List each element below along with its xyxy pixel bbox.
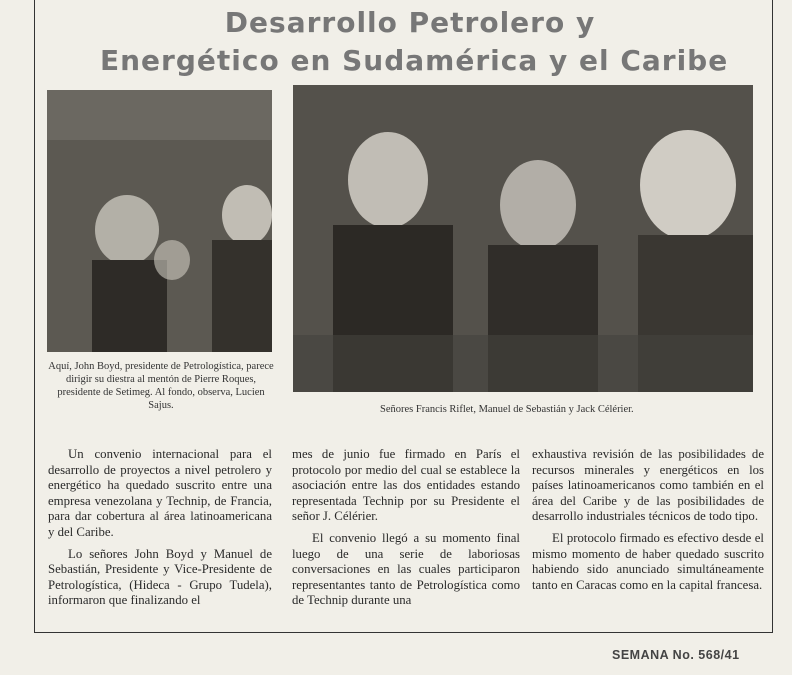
article-column-1: [48, 447, 272, 615]
paragraph: Un convenio internacional para el desarrollo de proyectos a nivel petrolero y energético ha quedado suscrito entre una empresa venezolana y Technip, de Francia, para dar cobertura al área latinoamericana y del Caribe.: [48, 447, 272, 539]
paragraph: mes de junio fue firmado en París el protocolo por medio del cual se establece la asociación entre las dos entidades estando representada Technip por su Presidente el señor J. Célérier.: [292, 447, 520, 524]
photo-left-caption: Aquí, John Boyd, presidente de Petrologística, parece dirigir su diestra al mentón de Pierre Roques, presidente de Setimeg. Al fondo, observa, Lucien Sajus.: [48, 361, 274, 411]
paragraph: El protocolo firmado es efectivo desde el mismo momento de haber quedado suscrito habiendo sido anunciado simultáneamente tanto en Caracas como en la capital francesa.: [532, 530, 764, 592]
photo-right-image: [293, 85, 753, 392]
paragraph: exhaustiva revisión de las posibilidades de recursos minerales y energéticos en los países latinoamericanos como también en el área del Caribe y de las posibilidades de desarrollo industriales técnicos de todo tipo.: [532, 447, 764, 524]
page-border-bottom: [34, 632, 773, 633]
photo-right: [293, 85, 753, 392]
page-footer-label: SEMANA No. 568/41: [612, 648, 740, 662]
headline-line-2: Energético en Sudamérica y el Caribe: [100, 44, 729, 77]
page-border-left: [34, 0, 35, 632]
photo-right-caption: Señores Francis Riflet, Manuel de Sebastián y Jack Célérier.: [380, 404, 634, 415]
article-column-2: [292, 447, 520, 615]
paragraph: Lo señores John Boyd y Manuel de Sebastián, Presidente y Vice-Presidente de Petrologística, (Hideca - Grupo Tudela), informaron que finalizando el: [48, 546, 272, 608]
headline-line-1: Desarrollo Petrolero y: [224, 6, 596, 39]
photo-left: [47, 90, 272, 352]
paragraph: El convenio llegó a su momento final luego de una serie de laboriosas conversaciones en las cuales participaron representantes tanto de Petrologística como de Technip durante una: [292, 530, 520, 608]
page-border-right: [772, 0, 773, 632]
article-column-3: [532, 447, 764, 599]
photo-left-image: [47, 90, 272, 352]
